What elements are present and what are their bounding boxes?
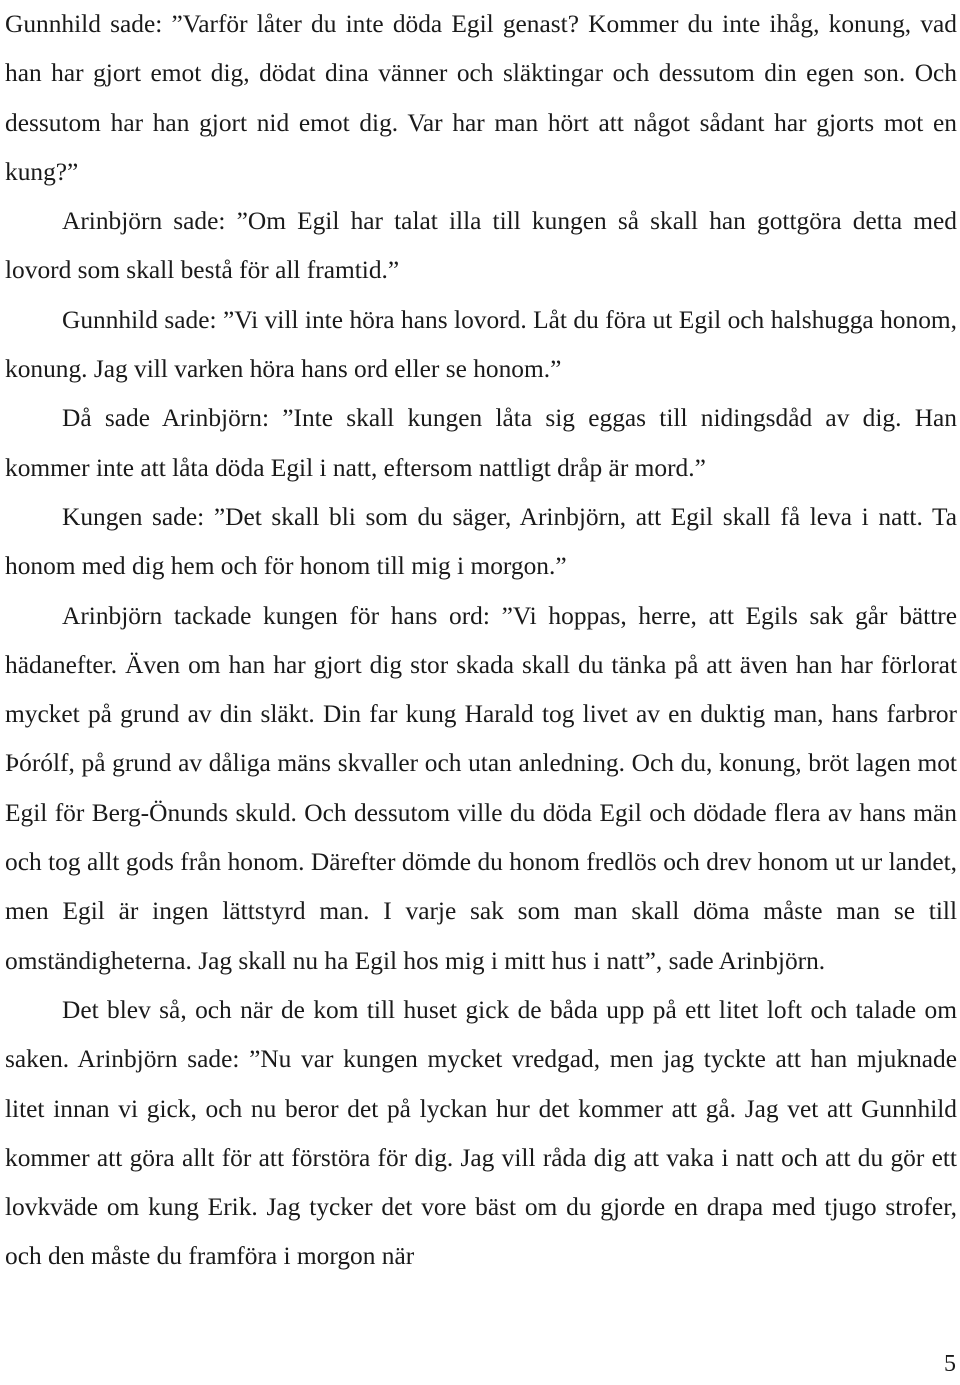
paragraph-gunnhild-2: Gunnhild sade: ”Vi vill inte höra hans lovord. Låt du föra ut Egil och halshugga honom, konung. Jag vill varken höra hans ord eller se honom.” [5, 305, 957, 384]
paragraph-kungen: Kungen sade: ”Det skall bli som du säger, Arinbjörn, att Egil skall få leva i natt. Ta honom med dig hem och för honom till mig i morgon.” [5, 502, 957, 581]
page-number: 5 [944, 1351, 956, 1377]
paragraph-narration: Det blev så, och när de kom till huset gick de båda upp på ett litet loft och talade om saken. Arinbjörn sade: ”Nu var kungen mycket vredgad, men jag tyckte att han mjuknade litet innan vi gick, och nu beror det på lyckan hur det kommer att gå. Jag vet att Gunnhild kommer att göra allt för att förstöra för dig. Jag vill råda dig att vaka i natt och att du gör ett lovkväde om kung Erik. Jag tycker det vore bäst om du gjorde en drapa med tjugo strofer, och den måste du framföra i morgon när [5, 995, 957, 1271]
paragraph-arinbjorn-2: Då sade Arinbjörn: ”Inte skall kungen låta sig eggas till nidingsdåd av dig. Han kommer inte att låta döda Egil i natt, eftersom nattligt dråp är mord.” [5, 404, 957, 482]
paragraph-arinbjorn-1: Arinbjörn sade: ”Om Egil har talat illa till kungen så skall han gottgöra detta med lovord som skall bestå för all framtid.” [5, 207, 957, 285]
paragraph-gunnhild-1: Gunnhild sade: ”Varför låter du inte döda Egil genast? Kommer du inte ihåg, konung, vad han har gjort emot dig, dödat dina vänner och släktingar och dessutom din egen son. Och dessutom har han gjort nid emot dig. Var har man hört att något sådant har gjorts mot en kung?” [5, 10, 957, 186]
paragraph-arinbjorn-3: Arinbjörn tackade kungen för hans ord: ”Vi hoppas, herre, att Egils sak går bättre hädanefter. Även om han har gjort dig stor skada skall du tänka på att även han har förlorat mycket på grund av din släkt. Din far kung Harald tog livet av en duktig man, hans farbror Þórólf, på grund av dåliga mäns skvaller och utan anledning. Och du, konung, bröt lagen mot Egil för Berg-Önunds skuld. Och dessutom ville du döda Egil och dödade flera av hans män och tog allt gods från honom. Därefter dömde du honom fredlös och drev honom ut ur landet, men Egil är ingen lättstyrd man. I varje sak som man skall döma måste man se till omständigheterna. Jag skall nu ha Egil hos mig i mitt hus i natt”, sade Arinbjörn. [5, 601, 957, 975]
document-page [5, 0, 957, 1282]
